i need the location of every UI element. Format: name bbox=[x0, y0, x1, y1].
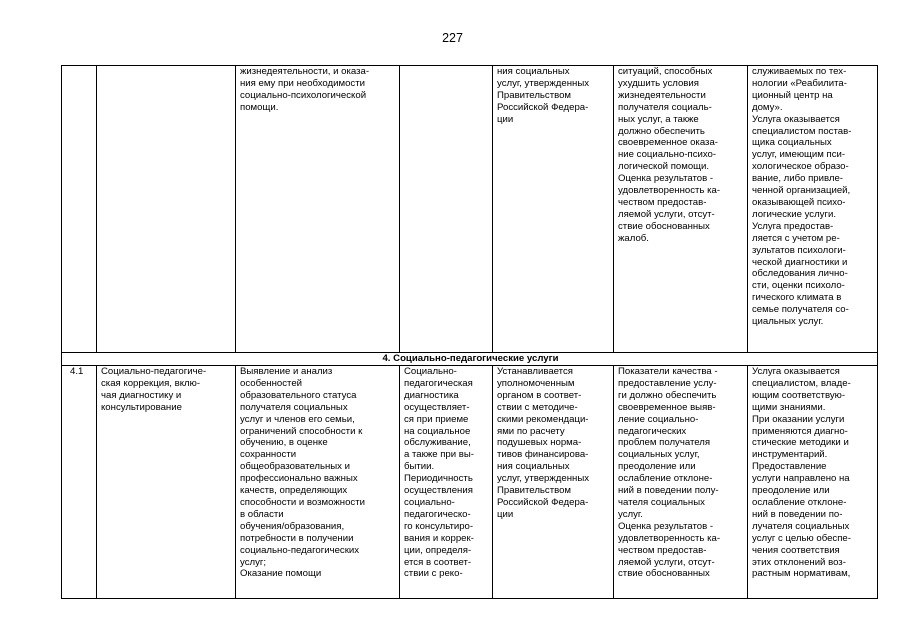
cell-text-line: семье получателя со- bbox=[752, 304, 849, 316]
table-row-continued bbox=[62, 66, 878, 353]
cell-text-line: Оказание помощи bbox=[240, 568, 322, 580]
cell-text-line: ции, определя- bbox=[404, 544, 472, 556]
cell-cost bbox=[493, 66, 614, 353]
cell-text-line: чая диагностику и bbox=[101, 389, 182, 401]
cell-text-line: ние социально-психо- bbox=[618, 149, 717, 161]
cell-text-line: циальных услуг. bbox=[752, 316, 824, 328]
cell-text-line: услуг, имеющим пси- bbox=[752, 149, 846, 161]
cell-text-line: ухудшить условия bbox=[618, 77, 699, 89]
cell-text-line: применяются диагно- bbox=[752, 425, 848, 437]
table-section-row bbox=[62, 353, 878, 366]
cell-text-line: проблем получателя bbox=[618, 437, 711, 449]
cell-text-line: ющим соответствую- bbox=[752, 389, 846, 401]
cell-text-line: Услуга предостав- bbox=[752, 220, 834, 232]
cell-text-line: профессионально важных bbox=[240, 473, 358, 485]
cell-text-line: оказывающей психо- bbox=[752, 196, 846, 208]
cell-text-line: зультатов психологи- bbox=[752, 244, 846, 256]
cell-text-line: гического климата в bbox=[752, 292, 842, 304]
cell-text-line: чения соответствия bbox=[752, 544, 840, 556]
cell-text-line: предоставление услу- bbox=[618, 377, 717, 389]
cell-text-line: обучению, в оценке bbox=[240, 437, 328, 449]
cell-text-line: Периодичность bbox=[404, 473, 473, 485]
cell-text-line: получателя социаль- bbox=[618, 101, 712, 113]
cell-text-line: Российской Федера- bbox=[497, 101, 589, 113]
cell-text-line: дому». bbox=[752, 101, 783, 113]
cell-text-line: качеств, определяющих bbox=[240, 485, 348, 497]
cell-text-line: ния социальных bbox=[497, 461, 570, 473]
cell-text-line: общеобразовательных и bbox=[240, 461, 350, 473]
cell-text-line: При оказании услуги bbox=[752, 413, 845, 425]
cell-text-line: Российской Федера- bbox=[497, 496, 589, 508]
cell-text-line: педагогическо- bbox=[404, 508, 471, 520]
cell-text-line: в области bbox=[240, 508, 284, 520]
cell-conditions bbox=[748, 366, 878, 599]
cell-text-line: ции bbox=[497, 508, 514, 520]
cell-number: 4.1 bbox=[62, 366, 97, 599]
cell-text-line: стические методики и bbox=[752, 437, 849, 449]
cell-text-line: ционный центр на bbox=[752, 89, 833, 101]
cell-timing bbox=[400, 66, 493, 353]
cell-text-line: Показатели качества - bbox=[618, 366, 718, 377]
cell-text-line: ния ему при необходимости bbox=[240, 77, 365, 89]
cell-text-line: ослабление отклоне- bbox=[752, 496, 847, 508]
cell-text-line: своевременное оказа- bbox=[618, 137, 718, 149]
services-table bbox=[61, 65, 878, 599]
cell-text-line: на социальное bbox=[404, 425, 471, 437]
section-title: 4. Социально-педагогические услуги bbox=[62, 353, 878, 366]
cell-text-line: Социально- bbox=[404, 366, 457, 377]
cell-text-line: инструментарий. bbox=[752, 449, 828, 461]
cell-text-line: жизнедеятельности, и оказа- bbox=[240, 66, 370, 77]
page-number: 227 bbox=[442, 31, 463, 45]
cell-text-line: подушевых норма- bbox=[497, 437, 582, 449]
cell-text-line: жизнедеятельности bbox=[618, 89, 706, 101]
cell-text-line: Устанавливается bbox=[497, 366, 573, 377]
cell-text-line: уполномоченным bbox=[497, 377, 575, 389]
cell-text-line: специалистом постав- bbox=[752, 125, 852, 137]
cell-description bbox=[236, 66, 400, 353]
cell-text-line: Социально-педагогиче- bbox=[101, 366, 207, 377]
cell-text-line: социально-психологической bbox=[240, 89, 367, 101]
cell-text-line: вание, либо привле- bbox=[752, 173, 843, 185]
cell-text-line: обучения/образования, bbox=[240, 520, 345, 532]
cell-cost bbox=[493, 366, 614, 599]
cell-text-line: диагностика bbox=[404, 389, 459, 401]
cell-description bbox=[236, 366, 400, 599]
cell-text-line: служиваемых по тех- bbox=[752, 66, 847, 77]
cell-quality bbox=[614, 366, 748, 599]
cell-text-line: бытии. bbox=[404, 461, 435, 473]
cell-text-line: обслуживание, bbox=[404, 437, 471, 449]
cell-text-line: органом в соответ- bbox=[497, 389, 582, 401]
cell-text-line: ослабление отклоне- bbox=[618, 473, 713, 485]
cell-text-line: ции bbox=[497, 113, 514, 125]
cell-text-line: осуществления bbox=[404, 485, 473, 497]
cell-text-line: чателя социальных bbox=[618, 496, 705, 508]
cell-text-line: ская коррекция, вклю- bbox=[101, 377, 201, 389]
cell-text-line: ги должно обеспечить bbox=[618, 389, 717, 401]
cell-text-line: го консультиро- bbox=[404, 520, 474, 532]
cell-text-line: Выявление и анализ bbox=[240, 366, 333, 377]
cell-timing bbox=[400, 366, 493, 599]
cell-text-line: педагогическая bbox=[404, 377, 473, 389]
cell-text-line: ствие обоснованных bbox=[618, 220, 710, 232]
cell-text-line: ограничений способности к bbox=[240, 425, 363, 437]
cell-text-line: осуществляет- bbox=[404, 401, 470, 413]
cell-text-line: щими знаниями. bbox=[752, 401, 826, 413]
cell-text-line: ческой диагностики и bbox=[752, 256, 848, 268]
table-row-4-1 bbox=[62, 366, 878, 599]
cell-text-line: преодоление или bbox=[752, 485, 830, 497]
cell-quality bbox=[614, 66, 748, 353]
cell-text-line: Предоставление bbox=[752, 461, 827, 473]
cell-text-line: обследования лично- bbox=[752, 268, 848, 280]
cell-text-line: щика социальных bbox=[752, 137, 832, 149]
cell-text-line: ний в поведении полу- bbox=[618, 485, 719, 497]
cell-text-line: ями по расчету bbox=[497, 425, 565, 437]
cell-text-line: скими рекомендаци- bbox=[497, 413, 589, 425]
cell-text-line: Услуга оказывается bbox=[752, 366, 840, 377]
cell-text-line: способности и возможности bbox=[240, 496, 365, 508]
cell-text-line: чеством предостав- bbox=[618, 544, 707, 556]
cell-text-line: ляется с учетом ре- bbox=[752, 232, 840, 244]
cell-text-line: Оценка результатов - bbox=[618, 520, 714, 532]
cell-text-line: должно обеспечить bbox=[618, 125, 705, 137]
cell-text-line: преодоление или bbox=[618, 461, 696, 473]
cell-text-line: ченной организацией, bbox=[752, 185, 851, 197]
cell-text-line: услуг, утвержденных bbox=[497, 473, 590, 485]
cell-text-line: ляемой услуги, отсут- bbox=[618, 208, 715, 220]
cell-text-line: специалистом, владе- bbox=[752, 377, 851, 389]
cell-text-line: услуг. bbox=[618, 508, 643, 520]
cell-text-line: логические услуги. bbox=[752, 208, 836, 220]
cell-text-line: ствии с реко- bbox=[404, 568, 463, 580]
cell-text-line: социально-педагогических bbox=[240, 544, 360, 556]
cell-text-line: потребности в получении bbox=[240, 532, 354, 544]
cell-text-line: ся при приеме bbox=[404, 413, 469, 425]
cell-text-line: ний в поведении по- bbox=[752, 508, 843, 520]
cell-text-line: этих отклонений воз- bbox=[752, 556, 846, 568]
cell-text-line: Услуга оказывается bbox=[752, 113, 840, 125]
cell-text-line: тивов финансирова- bbox=[497, 449, 589, 461]
cell-text-line: консультирование bbox=[101, 401, 182, 413]
cell-text-line: педагогических bbox=[618, 425, 687, 437]
cell-text-line: Правительством bbox=[497, 485, 572, 497]
cell-text-line: ляемой услуги, отсут- bbox=[618, 556, 715, 568]
cell-text-line: удовлетворенность ка- bbox=[618, 532, 721, 544]
cell-text-line: а также при вы- bbox=[404, 449, 474, 461]
cell-text-line: услуг и членов его семьи, bbox=[240, 413, 355, 425]
cell-text-line: ление социально- bbox=[618, 413, 699, 425]
cell-number bbox=[62, 66, 97, 353]
cell-text-line: сохранности bbox=[240, 449, 297, 461]
cell-text-line: образовательного статуса bbox=[240, 389, 357, 401]
cell-text-line: лучателя социальных bbox=[752, 520, 850, 532]
cell-text-line: социально- bbox=[404, 496, 455, 508]
cell-text-line: социальных услуг, bbox=[618, 449, 700, 461]
cell-service-name bbox=[97, 66, 236, 353]
cell-text-line: Оценка результатов - bbox=[618, 173, 714, 185]
cell-text-line: логической помощи. bbox=[618, 161, 710, 173]
cell-text-line: услуг; bbox=[240, 556, 267, 568]
cell-text-line: услуг с целью обеспе- bbox=[752, 532, 851, 544]
cell-text-line: особенностей bbox=[240, 377, 303, 389]
cell-text-line: своевременное выяв- bbox=[618, 401, 716, 413]
cell-text-line: ствии с методиче- bbox=[497, 401, 578, 413]
cell-text-line: Правительством bbox=[497, 89, 572, 101]
cell-text-line: сти, оценки психоло- bbox=[752, 280, 845, 292]
cell-conditions bbox=[748, 66, 878, 353]
cell-text-line: ных услуг, а также bbox=[618, 113, 699, 125]
cell-text-line: ния социальных bbox=[497, 66, 570, 77]
cell-text-line: хологическое образо- bbox=[752, 161, 849, 173]
cell-text-line: растным нормативам, bbox=[752, 568, 851, 580]
cell-text-line: нологии «Реабилита- bbox=[752, 77, 847, 89]
cell-text-line: вания и коррек- bbox=[404, 532, 474, 544]
cell-text-line: жалоб. bbox=[618, 232, 649, 244]
cell-service-name bbox=[97, 366, 236, 599]
cell-text-line: удовлетворенность ка- bbox=[618, 185, 721, 197]
cell-text-line: помощи. bbox=[240, 101, 279, 113]
cell-text-line: услуг, утвержденных bbox=[497, 77, 590, 89]
cell-text-line: ется в соответ- bbox=[404, 556, 472, 568]
cell-text-line: ствие обоснованных bbox=[618, 568, 710, 580]
cell-text-line: чеством предостав- bbox=[618, 196, 707, 208]
cell-text-line: получателя социальных bbox=[240, 401, 348, 413]
cell-text-line: услуги направлено на bbox=[752, 473, 850, 485]
cell-text-line: ситуаций, способных bbox=[618, 66, 713, 77]
